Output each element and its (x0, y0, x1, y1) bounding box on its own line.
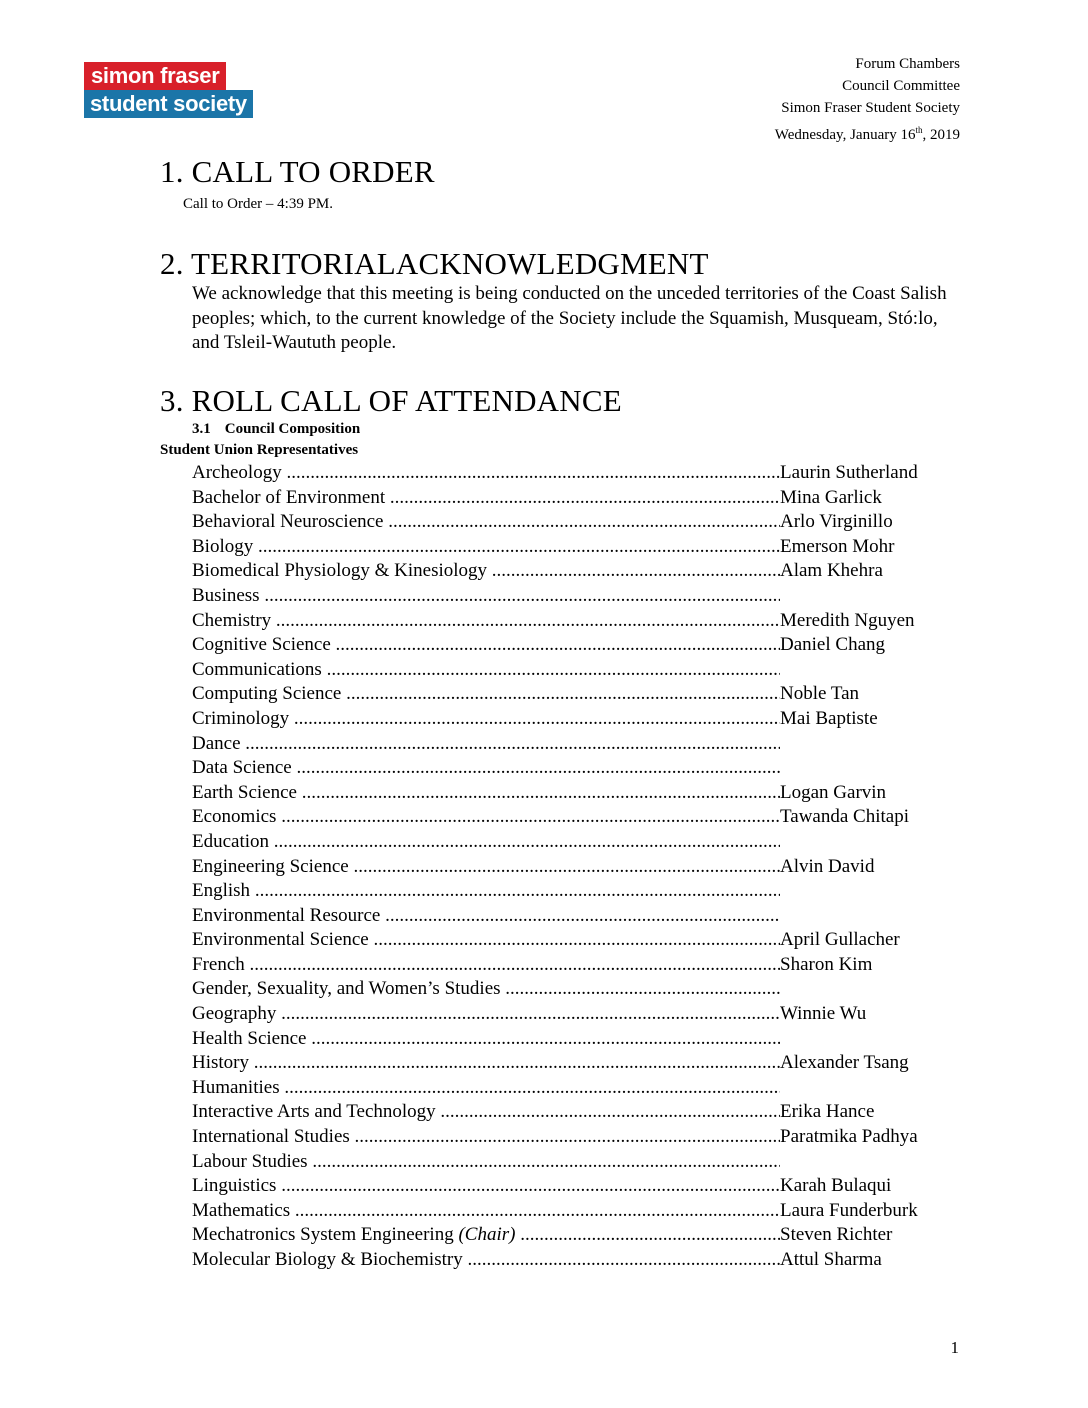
heading-call-to-order: 1. CALL TO ORDER (160, 154, 435, 189)
roster-representative (780, 732, 962, 757)
roster-department: English ..... (192, 879, 780, 904)
territorial-acknowledgment-text: We acknowledge that this meeting is being conducted on the unceded territories of the Coast Salish peoples; which, to the current knowledge of the Society include the Squamish, Musqueam, Stó:lo, and Tsleil-Waututh people. (192, 283, 947, 353)
roster-department: Criminology ..... (192, 707, 780, 732)
roster-department: History ..... (192, 1051, 780, 1076)
roster-row (192, 559, 962, 584)
roster-department: Business ..... (192, 584, 780, 609)
roster-representative (780, 830, 962, 855)
roster-department: Bachelor of Environment ..... (192, 486, 780, 511)
roster-department: Cognitive Science ..... (192, 633, 780, 658)
roster-representative (780, 904, 962, 929)
roster-row (192, 781, 962, 806)
roster-row (192, 1150, 962, 1175)
roster-representative: Laurin Sutherland (780, 462, 918, 483)
roster-row (192, 855, 962, 880)
roster-row (192, 1125, 962, 1150)
roster-representative: April Gullacher (780, 929, 900, 951)
roster-department: Humanities ..... (192, 1076, 780, 1101)
roster-representative: Arlo Virginillo (780, 511, 893, 533)
roster-representative: Steven Richter (780, 1224, 893, 1246)
roster-department: International Studies ..... (192, 1125, 780, 1150)
roster-representative: Mai Baptiste (780, 707, 878, 729)
meeting-header (775, 53, 960, 146)
roster-row (192, 1174, 962, 1199)
roster-row (192, 707, 962, 732)
roster-department: Linguistics ..... (192, 1174, 780, 1199)
roster-department: Gender, Sexuality, and Women’s Studies ..... (192, 977, 780, 1002)
roster-representative: Alexander Tsang (780, 1052, 909, 1074)
roster-representative (780, 658, 962, 683)
call-to-order-text: Call to Order – 4:39 PM. (183, 196, 333, 212)
roster-department: French ..... (192, 953, 780, 978)
roster-row (192, 879, 962, 904)
roster-department: Economics ..... (192, 805, 780, 830)
roster-row (192, 904, 962, 929)
roster-representative: Alvin David (780, 855, 875, 877)
roster-department: Biology ..... (192, 535, 780, 560)
meeting-name: Council Committee (842, 78, 960, 94)
roster-row (192, 1100, 962, 1125)
roster-row (192, 1223, 962, 1248)
roster-representative: Karah Bulaqui (780, 1175, 892, 1197)
meeting-location: Forum Chambers (855, 56, 960, 72)
roster-representative: Laura Funderburk (780, 1199, 918, 1221)
roster-representative: Meredith Nguyen (780, 609, 915, 631)
subheading-council-composition: 3.1 Council Composition (192, 421, 361, 437)
roster-representative (780, 977, 962, 1002)
roster-row (192, 732, 962, 757)
roster-row (192, 535, 962, 560)
roster-department-note: (Chair) (458, 1224, 516, 1246)
roster-representative: Daniel Chang (780, 634, 886, 656)
roster-department: Mathematics ..... (192, 1199, 780, 1224)
page-number: 1 (950, 1338, 959, 1357)
heading-territorial-acknowledgment: 2. TERRITORIALACKNOWLEDGMENT (160, 246, 709, 281)
roster-department: Environmental Resource ..... (192, 904, 780, 929)
roster-department: Education ..... (192, 830, 780, 855)
roster-row (192, 1248, 962, 1273)
roster-representative (780, 756, 962, 781)
heading-roll-call: 3. ROLL CALL OF ATTENDANCE (160, 383, 622, 418)
roster-representative: Attul Sharma (780, 1249, 882, 1270)
attendance-roster (192, 461, 962, 1273)
roster-representative: Tawanda Chitapi (780, 806, 909, 828)
roster-row (192, 928, 962, 953)
roster-department: Data Science ..... (192, 756, 780, 781)
roster-department: Engineering Science ..... (192, 855, 780, 880)
roster-row (192, 510, 962, 535)
roster-representative: Paratmika Padhya (780, 1126, 918, 1148)
roster-representative: Emerson Mohr (780, 535, 895, 557)
roster-row (192, 633, 962, 658)
roster-representative (780, 584, 962, 609)
roster-representative: Sharon Kim (780, 953, 873, 975)
roster-representative: Winnie Wu (780, 1003, 867, 1025)
roster-department: Geography ..... (192, 1002, 780, 1027)
roster-department: Molecular Biology & Biochemistry ..... (192, 1248, 780, 1273)
logo-line-1: simon fraser (84, 62, 226, 90)
roster-department: Health Science ..... (192, 1027, 780, 1052)
roster-department: Archeology ..... (192, 461, 780, 486)
roster-department: Earth Science ..... (192, 781, 780, 806)
roster-row (192, 1002, 962, 1027)
roster-department: Behavioral Neuroscience ..... (192, 510, 780, 535)
roster-department: Mechatronics System Engineering (Chair) ..... (192, 1223, 780, 1248)
roster-representative (780, 1150, 962, 1175)
roster-department: Communications ..... (192, 658, 780, 683)
roster-department: Environmental Science ..... (192, 928, 780, 953)
roster-representative (780, 1027, 962, 1052)
roster-representative: Noble Tan (780, 683, 860, 705)
logo-line-2: student society (84, 90, 253, 118)
roster-department: Chemistry ..... (192, 609, 780, 634)
roster-row (192, 682, 962, 707)
roster-representative: Erika Hance (780, 1101, 875, 1123)
roster-row (192, 1199, 962, 1224)
subheading-student-union-reps: Student Union Representatives (160, 442, 359, 458)
roster-row (192, 609, 962, 634)
roster-representative: Alam Khehra (780, 560, 883, 582)
roster-row (192, 584, 962, 609)
roster-department: Biomedical Physiology & Kinesiology ..... (192, 559, 780, 584)
roster-department: Dance ..... (192, 732, 780, 757)
roster-row (192, 486, 962, 511)
roster-department: Labour Studies ..... (192, 1150, 780, 1175)
roster-department: Computing Science ..... (192, 682, 780, 707)
roster-row (192, 461, 962, 486)
meeting-date: Wednesday, January 16th, 2019 (774, 125, 960, 143)
roster-row (192, 1051, 962, 1076)
roster-representative (780, 1076, 962, 1101)
roster-row (192, 953, 962, 978)
roster-row (192, 805, 962, 830)
roster-row (192, 830, 962, 855)
roster-row (192, 658, 962, 683)
roster-representative: Logan Garvin (780, 781, 887, 803)
roster-representative: Mina Garlick (780, 486, 882, 508)
roster-row (192, 756, 962, 781)
roster-row (192, 1076, 962, 1101)
roster-row (192, 977, 962, 1002)
roster-department: Interactive Arts and Technology ..... (192, 1100, 780, 1125)
organization-name: Simon Fraser Student Society (781, 100, 960, 116)
roster-row (192, 1027, 962, 1052)
sfss-logo (84, 62, 253, 118)
roster-representative (780, 879, 962, 904)
